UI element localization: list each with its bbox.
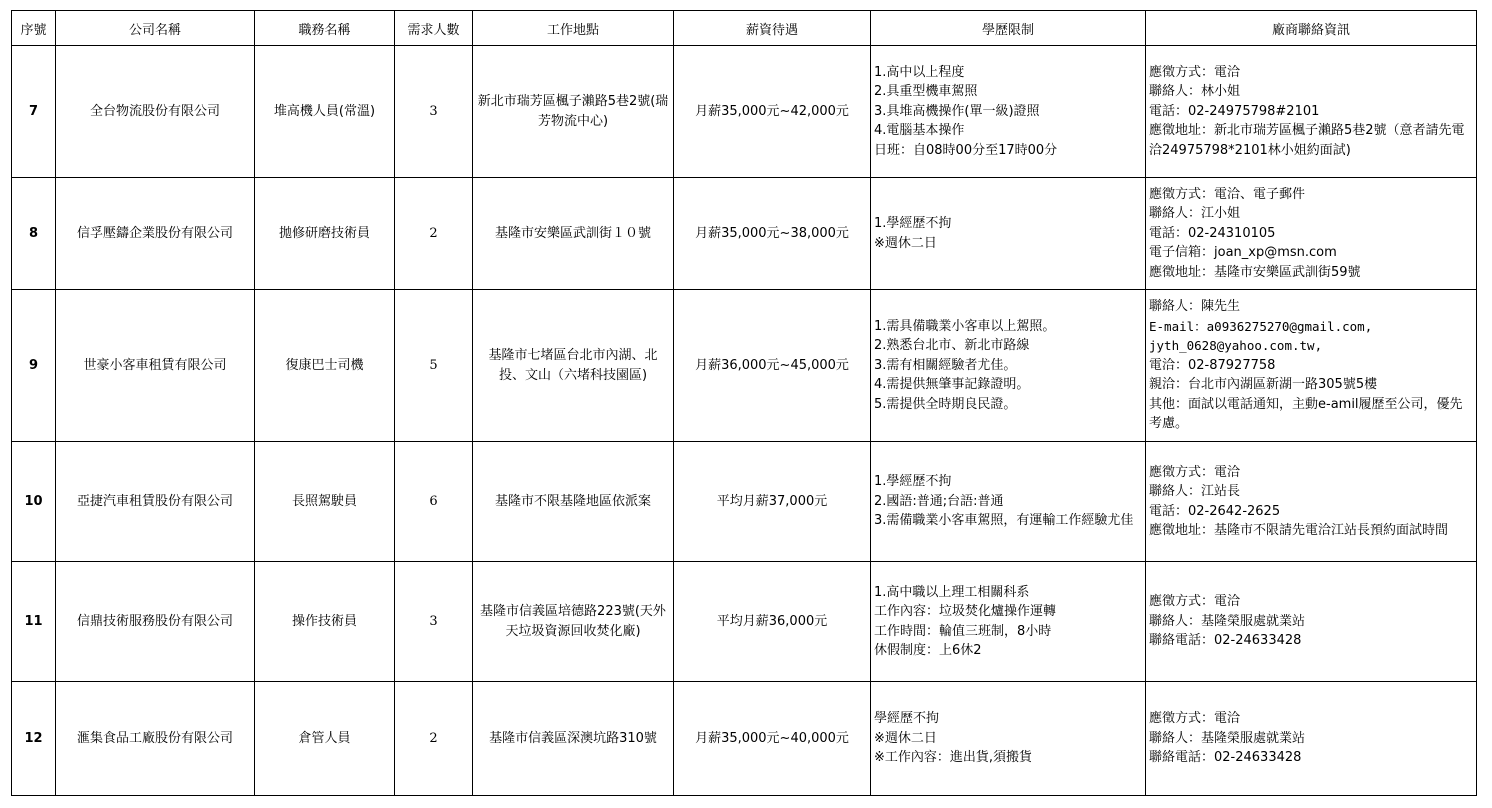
contact-line: jyth_0628@yahoo.com.tw, — [1149, 338, 1323, 354]
headcount: 2 — [395, 178, 473, 290]
job-title: 倉管人員 — [255, 682, 395, 796]
contact-info — [1146, 46, 1477, 178]
table-row — [12, 290, 1477, 442]
work-location: 新北市瑞芳區楓子瀨路5巷2號(瑞芳物流中心) — [473, 46, 674, 178]
contact-line: 應徵地址：基隆市安樂區武訓街59號 — [1149, 264, 1361, 280]
header-title: 職務名稱 — [255, 11, 395, 46]
salary: 平均月薪36,000元 — [674, 562, 871, 682]
requirement-line: 1.學經歷不拘 — [874, 216, 952, 231]
header-row — [12, 11, 1477, 46]
contact-line: 親洽：台北市內湖區新湖一路305號5樓 — [1149, 377, 1378, 393]
row-no: 12 — [12, 682, 56, 796]
row-no: 7 — [12, 46, 56, 178]
headcount: 3 — [395, 46, 473, 178]
requirement-line: ※週休二日 — [874, 235, 937, 251]
contact-line: 電話：02-2642-2625 — [1149, 503, 1281, 519]
headcount: 2 — [395, 682, 473, 796]
salary: 月薪35,000元~38,000元 — [674, 178, 871, 290]
contact-line: 電子信箱：joan_xp@msn.com — [1149, 245, 1337, 261]
job-listing-table — [11, 10, 1477, 796]
requirement-line: 3.需有相關經驗者尤佳。 — [874, 357, 1017, 373]
work-location: 基隆市不限基隆地區依派案 — [473, 442, 674, 562]
company-name: 信鼎技術服務股份有限公司 — [56, 562, 255, 682]
requirements — [871, 562, 1146, 682]
contact-line: 應徵方式：電洽 — [1149, 711, 1241, 727]
salary: 平均月薪37,000元 — [674, 442, 871, 562]
job-title: 復康巴士司機 — [255, 290, 395, 442]
contact-line: 應徵方式：電洽 — [1149, 594, 1241, 610]
contact-line: E-mail：a0936275270@gmail.com, — [1149, 318, 1373, 334]
header-salary: 薪資待遇 — [674, 11, 871, 46]
requirement-line: 2.具重型機車駕照 — [874, 84, 978, 100]
requirement-line: 3.具堆高機操作(單一級)證照 — [874, 103, 1040, 119]
contact-info — [1146, 682, 1477, 796]
contact-line: 聯絡人：陳先生 — [1149, 299, 1241, 315]
salary: 月薪35,000元~42,000元 — [674, 46, 871, 178]
requirement-line: ※工作內容：進出貨,須搬貨 — [874, 750, 1033, 766]
contact-line: 聯絡人：江站長 — [1149, 484, 1241, 499]
contact-line: 應徵方式：電洽 — [1149, 64, 1241, 80]
headcount: 3 — [395, 562, 473, 682]
table-row — [12, 178, 1477, 290]
table-row — [12, 46, 1477, 178]
header-location: 工作地點 — [473, 11, 674, 46]
contact-line: 聯絡電話：02-24633428 — [1149, 633, 1302, 649]
contact-line: 應徵地址：新北市瑞芳區楓子瀨路5巷2號（意者請先電洽24975798*2101林小姐約面試) — [1149, 123, 1465, 158]
work-location: 基隆市信義區深澳坑路310號 — [473, 682, 674, 796]
requirement-line: 4.電腦基本操作 — [874, 123, 965, 139]
header-company: 公司名稱 — [56, 11, 255, 46]
table-row — [12, 442, 1477, 562]
contact-info — [1146, 178, 1477, 290]
company-name: 全台物流股份有限公司 — [56, 46, 255, 178]
requirement-line: ※週休二日 — [874, 730, 937, 746]
work-location: 基隆市七堵區台北市內湖、北投、文山（六堵科技園區) — [473, 290, 674, 442]
company-name: 信孚壓鑄企業股份有限公司 — [56, 178, 255, 290]
requirement-line: 2.熟悉台北市、新北市路線 — [874, 338, 1030, 354]
requirement-line: 日班：自08時00分至17時00分 — [874, 142, 1058, 158]
contact-line: 聯絡電話：02-24633428 — [1149, 750, 1302, 766]
header-contact: 廠商聯絡資訊 — [1146, 11, 1477, 46]
contact-line: 應徵方式：電洽、電子郵件 — [1149, 186, 1306, 202]
company-name: 世豪小客車租賃有限公司 — [56, 290, 255, 442]
contact-line: 其他：面試以電話通知，主動e-amil履歷至公司，優先考慮。 — [1149, 396, 1463, 432]
salary: 月薪36,000元~45,000元 — [674, 290, 871, 442]
requirement-line: 工作時間：輪值三班制，8小時 — [874, 623, 1052, 639]
header-count: 需求人數 — [395, 11, 473, 46]
requirement-line: 1.高中以上程度 — [874, 64, 965, 80]
contact-info — [1146, 562, 1477, 682]
requirement-line: 休假制度：上6休2 — [874, 643, 982, 658]
job-title: 操作技術員 — [255, 562, 395, 682]
row-no: 9 — [12, 290, 56, 442]
contact-line: 聯絡人：基隆榮服處就業站 — [1149, 730, 1306, 746]
company-name: 滙集食品工廠股份有限公司 — [56, 682, 255, 796]
header-requirements: 學歷限制 — [871, 11, 1146, 46]
contact-line: 聯絡人：江小姐 — [1149, 206, 1241, 222]
salary: 月薪35,000元~40,000元 — [674, 682, 871, 796]
requirement-line: 4.需提供無肇事記錄證明。 — [874, 377, 1030, 393]
requirement-line: 2.國語:普通;台語:普通 — [874, 493, 1004, 509]
row-no: 8 — [12, 178, 56, 290]
work-location: 基隆市信義區培德路223號(天外天垃圾資源回收焚化廠) — [473, 562, 674, 682]
row-no: 10 — [12, 442, 56, 562]
header-no: 序號 — [12, 11, 56, 46]
work-location: 基隆市安樂區武訓街１０號 — [473, 178, 674, 290]
contact-line: 聯絡人：基隆榮服處就業站 — [1149, 613, 1306, 629]
requirements — [871, 682, 1146, 796]
contact-line: 電話：02-24310105 — [1149, 225, 1276, 241]
requirement-line: 學經歷不拘 — [874, 711, 940, 727]
requirement-line: 3.需備職業小客車駕照，有運輸工作經驗尤佳 — [874, 513, 1134, 529]
contact-line: 聯絡人：林小姐 — [1149, 84, 1241, 100]
row-no: 11 — [12, 562, 56, 682]
headcount: 5 — [395, 290, 473, 442]
requirements — [871, 290, 1146, 442]
requirement-line: 工作內容：垃圾焚化爐操作運轉 — [874, 604, 1057, 619]
contact-line: 電洽：02-87927758 — [1149, 357, 1276, 373]
requirement-line: 1.需具備職業小客車以上駕照。 — [874, 318, 1056, 334]
headcount: 6 — [395, 442, 473, 562]
requirement-line: 1.學經歷不拘 — [874, 474, 952, 490]
requirement-line: 5.需提供全時期良民證。 — [874, 396, 1017, 412]
contact-line: 應徵方式：電洽 — [1149, 464, 1241, 480]
job-title: 長照駕駛員 — [255, 442, 395, 562]
contact-line: 電話：02-24975798#2101 — [1149, 103, 1320, 119]
table-row — [12, 562, 1477, 682]
contact-info — [1146, 290, 1477, 442]
requirement-line: 1.高中職以上理工相關科系 — [874, 584, 1030, 600]
table-row — [12, 682, 1477, 796]
job-title: 堆高機人員(常溫) — [255, 46, 395, 178]
contact-info — [1146, 442, 1477, 562]
company-name: 亞捷汽車租賃股份有限公司 — [56, 442, 255, 562]
requirements — [871, 442, 1146, 562]
job-title: 拋修研磨技術員 — [255, 178, 395, 290]
requirements — [871, 46, 1146, 178]
requirements — [871, 178, 1146, 290]
contact-line: 應徵地址：基隆市不限請先電洽江站長預約面試時間 — [1149, 523, 1449, 538]
